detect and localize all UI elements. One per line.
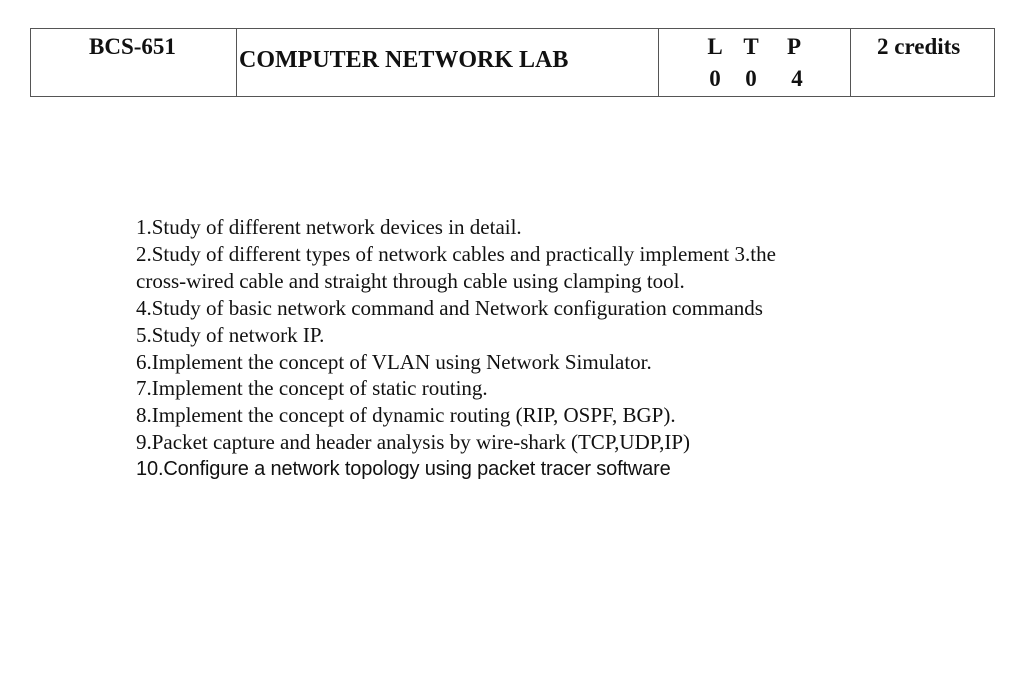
list-item: 10.Configure a network topology using packet tracer software	[136, 458, 671, 481]
ltp-value-p: 4	[791, 66, 803, 91]
list-item: 1.Study of different network devices in detail.	[136, 215, 522, 239]
ltp-header-p: P	[786, 34, 802, 59]
list-item: 6.Implement the concept of VLAN using Network Simulator.	[136, 349, 652, 374]
ltp-header-l: L	[707, 34, 723, 59]
ltp-value-t: 0	[745, 66, 757, 91]
course-title: COMPUTER NETWORK LAB	[239, 47, 569, 73]
list-item: 8.Implement the concept of dynamic routing (RIP, OSPF, BGP).	[136, 403, 676, 428]
list-item: 9.Packet capture and header analysis by wire-shark (TCP,UDP,IP)	[136, 430, 691, 455]
list-item: 2.Study of different types of network cables and practically implement 3.the	[136, 241, 776, 266]
course-credits: 2 credits	[877, 34, 961, 59]
ltp-value-l: 0	[709, 66, 721, 91]
course-code: BCS-651	[89, 34, 176, 59]
list-item: 5.Study of network IP.	[136, 322, 325, 347]
course-header-table	[30, 28, 995, 97]
ltp-headers	[702, 34, 814, 60]
course-title-cell	[237, 29, 659, 97]
list-item: 4.Study of basic network command and Network configuration commands	[136, 295, 763, 320]
ltp-header-t: T	[743, 34, 759, 59]
credits-cell	[851, 29, 995, 97]
list-item: 7.Implement the concept of static routing.	[136, 376, 488, 401]
course-code-cell	[31, 29, 237, 97]
experiment-list	[136, 214, 896, 483]
list-item: cross-wired cable and straight through cable using clamping tool.	[136, 268, 685, 293]
ltp-cell	[659, 29, 851, 97]
ltp-values	[702, 66, 820, 92]
